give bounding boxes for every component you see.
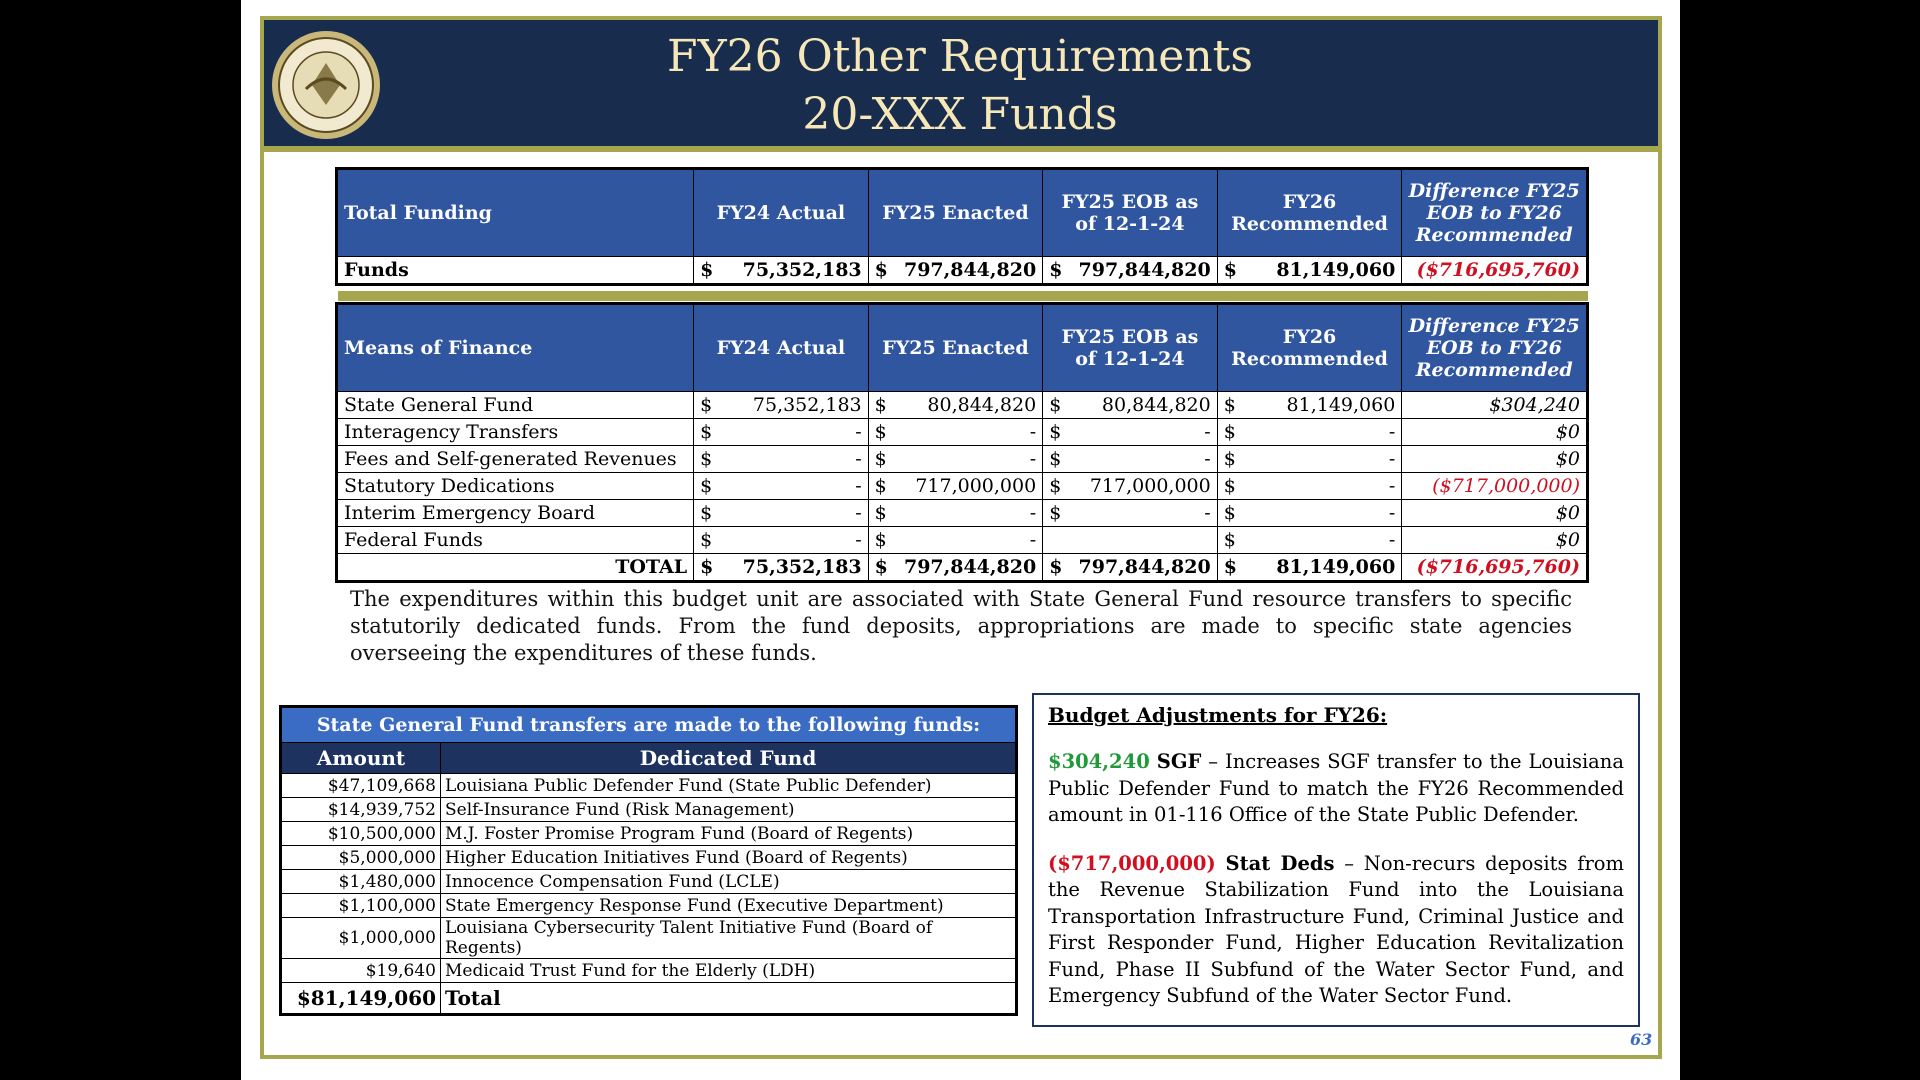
- cell-value: -: [1204, 421, 1211, 443]
- cell-value: 797,844,820: [1078, 556, 1211, 578]
- table-row: [281, 870, 1017, 894]
- adjustment-item-sgf: [1048, 749, 1624, 829]
- table-row: [337, 446, 1588, 473]
- header-fy25-enacted: FY25 Enacted: [868, 304, 1043, 392]
- cell-value: -: [1204, 502, 1211, 524]
- difference-value: $0: [1402, 527, 1588, 554]
- amount-cell: $14,939,752: [281, 798, 441, 822]
- total-funding-table: [335, 167, 1589, 286]
- adjustment-amount: $304,240: [1048, 750, 1150, 773]
- row-label: State General Fund: [337, 392, 694, 419]
- budget-adjustments-box: [1032, 693, 1640, 1027]
- cell-value: -: [1029, 421, 1037, 443]
- header-total-funding: Total Funding: [337, 169, 694, 257]
- row-label: Fees and Self-generated Revenues: [337, 446, 694, 473]
- total-amount: $81,149,060: [281, 983, 441, 1015]
- adjustment-text: – Increases SGF transfer to the Louisiana Public Defender Fund to match the FY26 Recommended amount in 01-116 Office of the State Public Defender.: [1048, 750, 1624, 826]
- table-row: [281, 774, 1017, 798]
- amount-cell: $19,640: [281, 959, 441, 983]
- sgf-table-caption: State General Fund transfers are made to the following funds:: [281, 707, 1017, 743]
- header-difference: Difference FY25 EOB to FY26 Recommended: [1402, 169, 1588, 257]
- cell-value: -: [1388, 475, 1396, 497]
- fy25-enacted-value: 797,844,820: [903, 259, 1037, 281]
- total-row: [281, 983, 1017, 1015]
- currency-sign: $: [1049, 556, 1063, 578]
- currency-sign: $: [874, 556, 888, 578]
- cell-value: 81,149,060: [1276, 556, 1396, 578]
- amount-cell: $5,000,000: [281, 846, 441, 870]
- amount-cell: $1,480,000: [281, 870, 441, 894]
- currency-sign: $: [1223, 502, 1236, 524]
- header-amount: Amount: [281, 743, 441, 774]
- table-row: [337, 527, 1588, 554]
- header-fy24: FY24 Actual: [694, 169, 869, 257]
- adjustments-heading: Budget Adjustments for FY26:: [1048, 703, 1388, 727]
- adjustment-label: Stat Deds: [1225, 851, 1335, 875]
- currency-sign: $: [874, 259, 888, 281]
- total-label: TOTAL: [337, 554, 694, 582]
- currency-sign: $: [700, 448, 713, 470]
- cell-value: -: [1388, 529, 1396, 551]
- header-means-of-finance: Means of Finance: [337, 304, 694, 392]
- currency-sign: $: [1049, 259, 1063, 281]
- difference-value: $304,240: [1402, 392, 1588, 419]
- currency-sign: $: [700, 421, 713, 443]
- difference-value: ($716,695,760): [1402, 554, 1588, 582]
- currency-sign: $: [700, 529, 713, 551]
- page-number: 63: [1630, 1030, 1653, 1049]
- currency-sign: $: [1223, 448, 1236, 470]
- currency-sign: $: [1049, 448, 1062, 470]
- difference-value: ($717,000,000): [1402, 473, 1588, 500]
- fy26-value: 81,149,060: [1276, 259, 1396, 281]
- header-dedicated-fund: Dedicated Fund: [441, 743, 1017, 774]
- cell-value: -: [1204, 448, 1211, 470]
- cell-value: 81,149,060: [1286, 394, 1396, 416]
- state-seal-icon: [270, 29, 382, 141]
- cell-value: 717,000,000: [915, 475, 1037, 497]
- cell-value: -: [1029, 502, 1037, 524]
- currency-sign: $: [1049, 421, 1062, 443]
- fund-cell: Higher Education Initiatives Fund (Board of Regents): [441, 846, 1017, 870]
- fund-cell: Medicaid Trust Fund for the Elderly (LDH): [441, 959, 1017, 983]
- cell-value: -: [855, 421, 862, 443]
- cell-value: 717,000,000: [1089, 475, 1211, 497]
- header-fy25-enacted: FY25 Enacted: [868, 169, 1043, 257]
- description-paragraph: The expenditures within this budget unit are associated with State General Fund resource transfers to specific statutorily dedicated funds. From the fund deposits, appropriations are made to specific state agencies overseeing the expenditures of these funds.: [350, 587, 1572, 665]
- currency-sign: $: [1223, 475, 1236, 497]
- table-row: [281, 894, 1017, 918]
- title-line-1: FY26 Other Requirements: [667, 31, 1253, 82]
- total-row: [337, 554, 1588, 582]
- adjustment-amount: ($717,000,000): [1048, 851, 1216, 875]
- currency-sign: $: [1223, 394, 1236, 416]
- cell-value: 80,844,820: [927, 394, 1037, 416]
- cell-value: -: [1029, 448, 1037, 470]
- difference-value: $0: [1402, 500, 1588, 527]
- currency-sign: $: [874, 394, 887, 416]
- cell-value: 75,352,183: [742, 556, 862, 578]
- fy24-value: 75,352,183: [742, 259, 862, 281]
- row-label: Interagency Transfers: [337, 419, 694, 446]
- amount-cell: $1,100,000: [281, 894, 441, 918]
- amount-cell: $1,000,000: [281, 918, 441, 959]
- difference-value: $0: [1402, 446, 1588, 473]
- adjustment-label: SGF: [1156, 750, 1202, 773]
- fy25-eob-value: 797,844,820: [1078, 259, 1211, 281]
- cell-value: 75,352,183: [752, 394, 862, 416]
- adjustment-item-stat-deds: [1048, 851, 1624, 1010]
- fund-cell: Louisiana Cybersecurity Talent Initiative Fund (Board of Regents): [441, 918, 1017, 959]
- table-header-row: [337, 169, 1588, 257]
- cell-value: -: [855, 502, 862, 524]
- header-fy25-eob: FY25 EOB as of 12-1-24: [1043, 169, 1218, 257]
- currency-sign: $: [700, 394, 713, 416]
- fund-cell: State Emergency Response Fund (Executive Department): [441, 894, 1017, 918]
- currency-sign: $: [874, 502, 887, 524]
- table-row: [281, 822, 1017, 846]
- currency-sign: $: [700, 556, 714, 578]
- cell-value: -: [855, 448, 862, 470]
- row-label: Statutory Dedications: [337, 473, 694, 500]
- header-fy25-eob: FY25 EOB as of 12-1-24: [1043, 304, 1218, 392]
- table-header-row: [337, 304, 1588, 392]
- currency-sign: $: [1223, 259, 1237, 281]
- fund-cell: Self-Insurance Fund (Risk Management): [441, 798, 1017, 822]
- currency-sign: $: [874, 475, 887, 497]
- row-label: Funds: [337, 257, 694, 285]
- currency-sign: $: [1223, 556, 1237, 578]
- cell-value: -: [1388, 448, 1396, 470]
- fund-cell: M.J. Foster Promise Program Fund (Board of Regents): [441, 822, 1017, 846]
- currency-sign: $: [700, 259, 714, 281]
- amount-cell: $47,109,668: [281, 774, 441, 798]
- currency-sign: $: [874, 421, 887, 443]
- header-difference: Difference FY25 EOB to FY26 Recommended: [1402, 304, 1588, 392]
- table-row: [281, 959, 1017, 983]
- currency-sign: $: [874, 448, 887, 470]
- currency-sign: $: [1049, 502, 1062, 524]
- fund-cell: Innocence Compensation Fund (LCLE): [441, 870, 1017, 894]
- row-label: Interim Emergency Board: [337, 500, 694, 527]
- sgf-transfers-table: [279, 705, 1018, 1016]
- table-row: [281, 798, 1017, 822]
- table-row: [337, 392, 1588, 419]
- table-separator: [338, 291, 1588, 301]
- table-row: [337, 419, 1588, 446]
- cell-value: 797,844,820: [903, 556, 1037, 578]
- currency-sign: $: [700, 502, 713, 524]
- means-of-finance-table: [335, 302, 1589, 583]
- difference-value: $0: [1402, 419, 1588, 446]
- cell-value: -: [855, 529, 862, 551]
- table-row: [337, 473, 1588, 500]
- currency-sign: $: [700, 475, 713, 497]
- currency-sign: $: [874, 529, 887, 551]
- table-row: [337, 500, 1588, 527]
- difference-value: ($716,695,760): [1402, 257, 1588, 285]
- row-label: Federal Funds: [337, 527, 694, 554]
- cell-value: -: [1388, 502, 1396, 524]
- currency-sign: $: [1223, 421, 1236, 443]
- slide-title: [560, 28, 1360, 144]
- table-row: [281, 918, 1017, 959]
- fund-cell: Louisiana Public Defender Fund (State Public Defender): [441, 774, 1017, 798]
- title-line-2: 20-XXX Funds: [802, 89, 1118, 140]
- currency-sign: $: [1049, 394, 1062, 416]
- header-fy26: FY26 Recommended: [1217, 304, 1402, 392]
- cell-value: -: [1388, 421, 1396, 443]
- total-label: Total: [441, 983, 1017, 1015]
- amount-cell: $10,500,000: [281, 822, 441, 846]
- header-fy24: FY24 Actual: [694, 304, 869, 392]
- cell-value: -: [1029, 529, 1037, 551]
- currency-sign: $: [1049, 475, 1062, 497]
- header-fy26: FY26 Recommended: [1217, 169, 1402, 257]
- table-row: [281, 846, 1017, 870]
- table-row: [337, 257, 1588, 285]
- cell-value: 80,844,820: [1101, 394, 1211, 416]
- adjustment-text: – Non-recurs deposits from the Revenue Stabilization Fund into the Louisiana Transportation Infrastructure Fund, Criminal Justice and First Responder Fund, Higher Education Revitalization Fund, Phase II Subfund of the Water Sector Fund, and Emergency Subfund of the Water Sector Fund.: [1048, 851, 1624, 1007]
- cell-value: -: [855, 475, 862, 497]
- currency-sign: $: [1223, 529, 1236, 551]
